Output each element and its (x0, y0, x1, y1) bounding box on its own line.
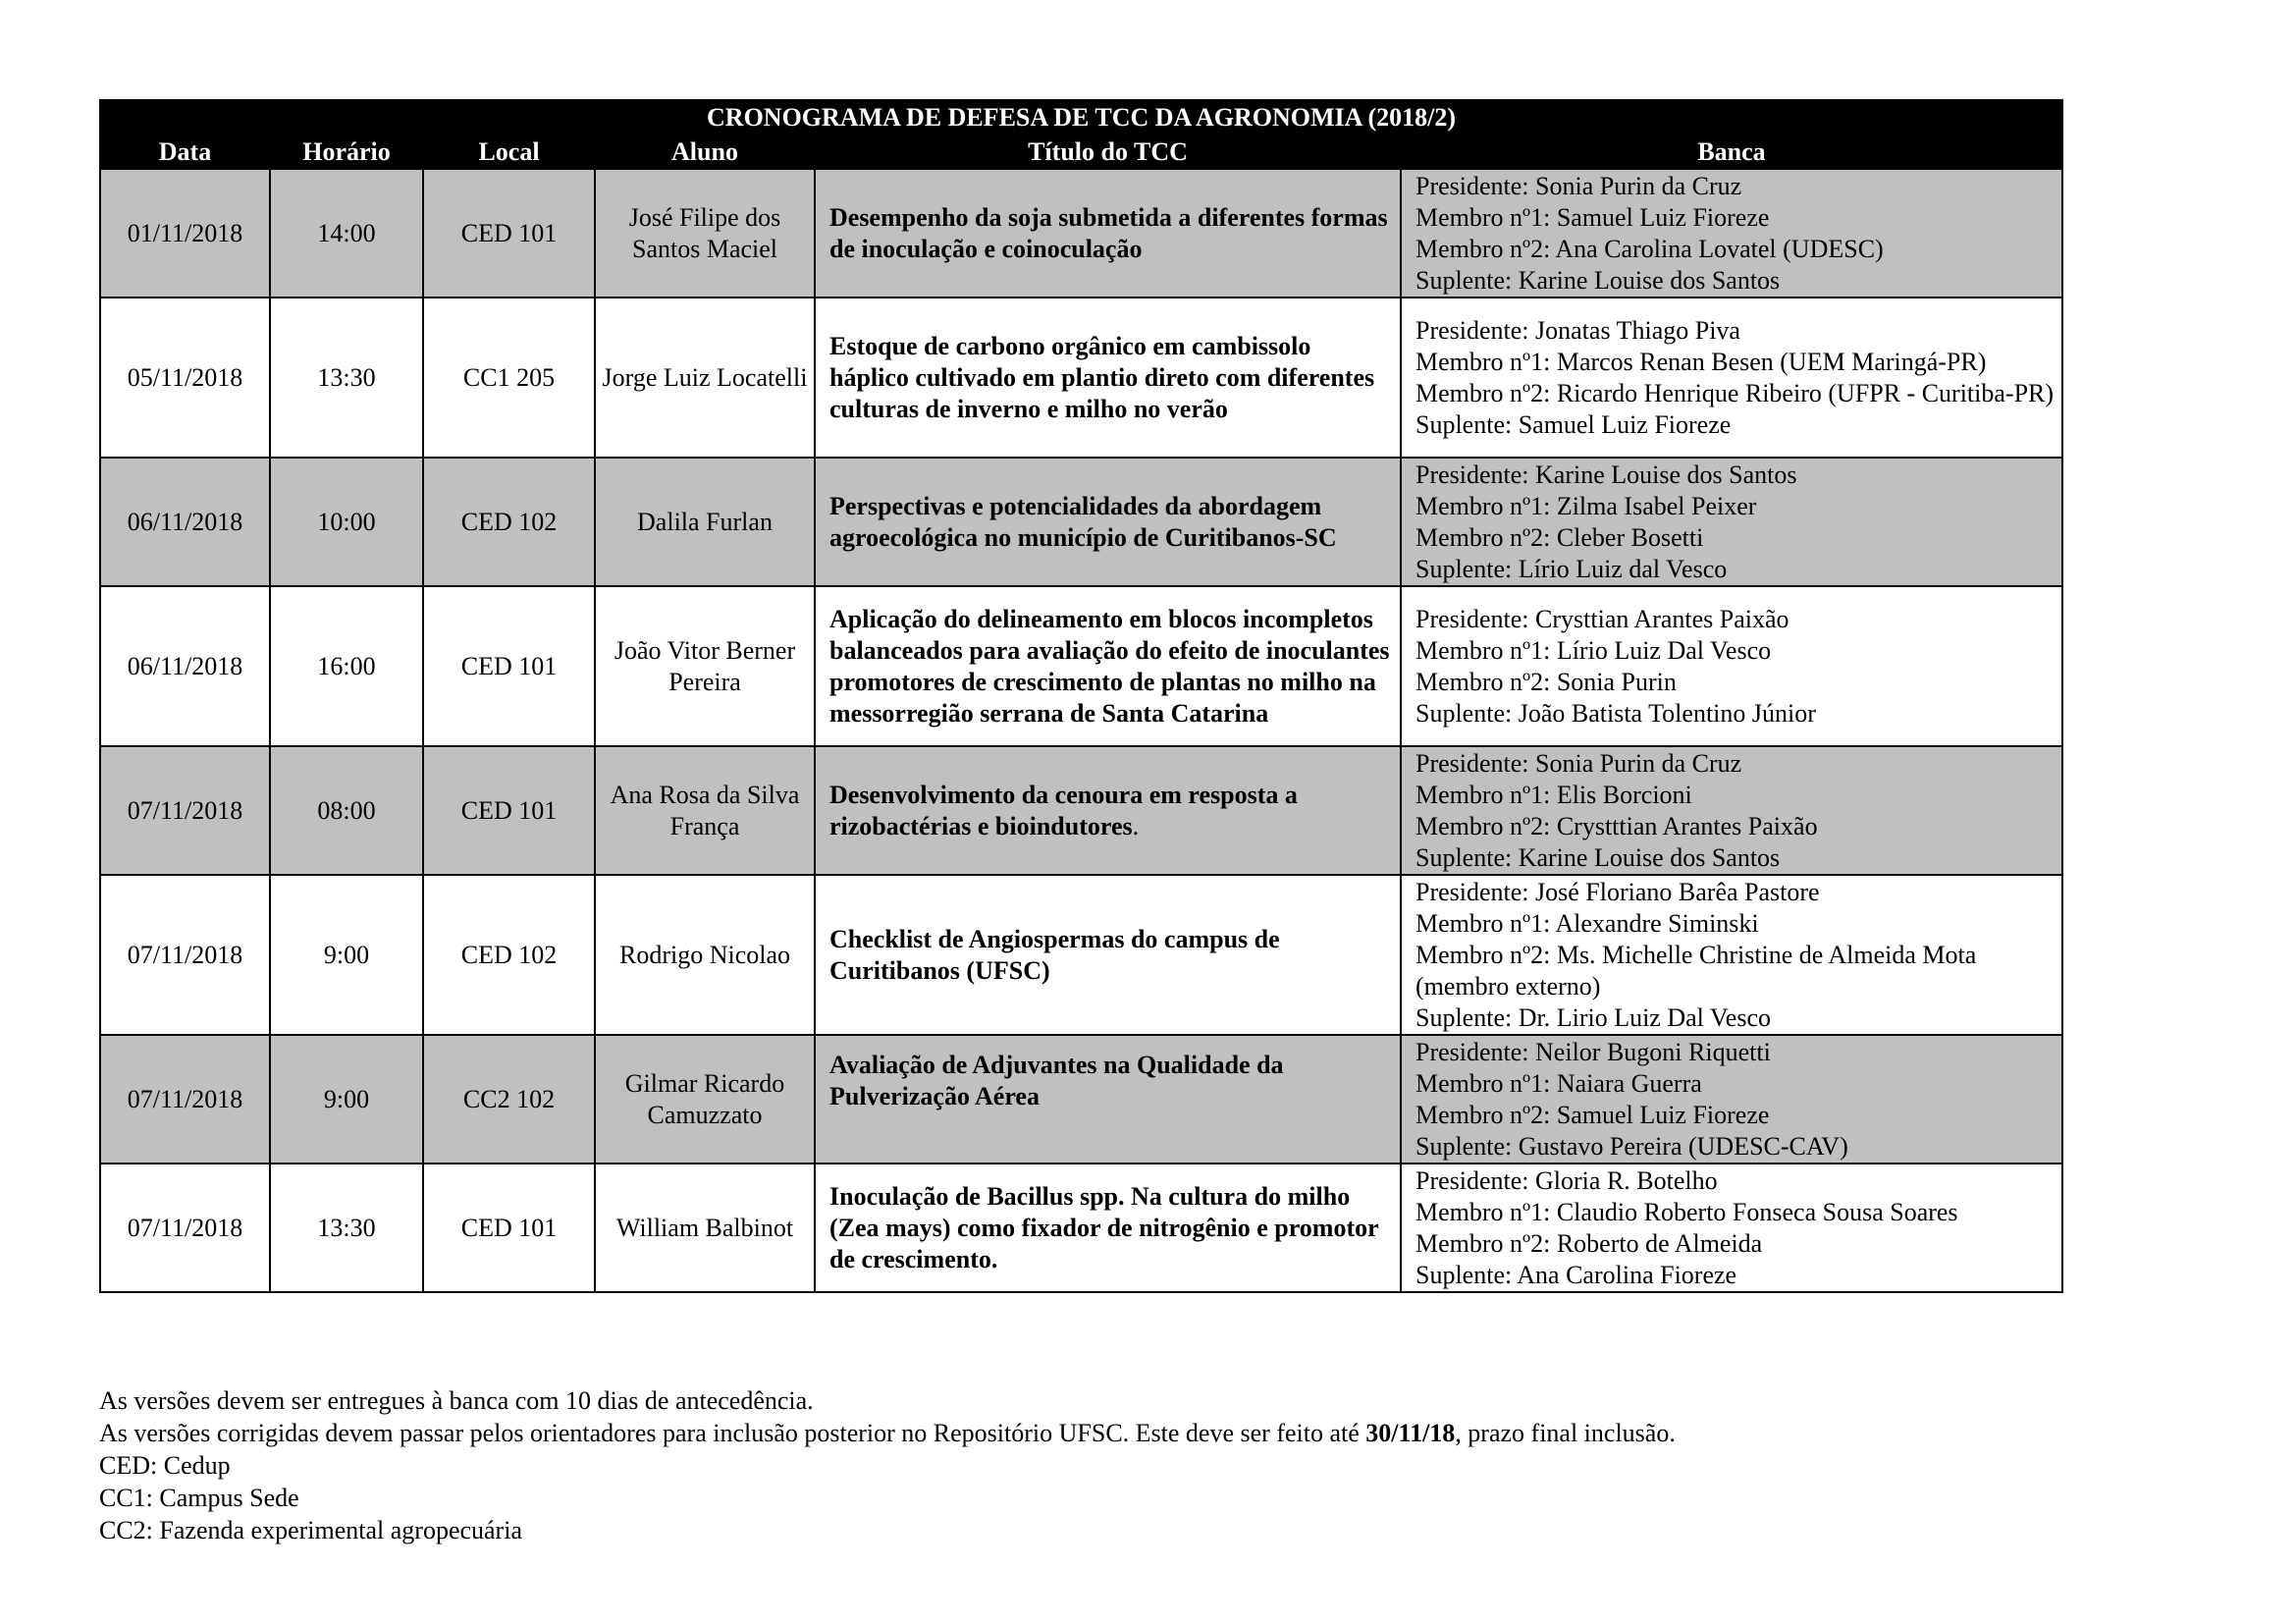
cell-titulo: Perspectivas e potencialidades da abordagem agroecológica no município de Curitibanos-SC (815, 458, 1401, 586)
cell-titulo (815, 746, 1401, 875)
cell-data: 05/11/2018 (100, 298, 270, 458)
cell-titulo: Aplicação do delineamento em blocos incompletos balanceados para avaliação do efeito de inoculantes promotores de crescimento de plantas no milho na messorregião serrana de Santa Catarina (815, 586, 1401, 746)
cell-banca (1401, 746, 2062, 875)
cell-horario: 13:30 (270, 1164, 423, 1292)
banca-suplente: Suplente: João Batista Tolentino Júnior (1415, 698, 1816, 728)
table-row (100, 746, 2062, 875)
table-row (100, 458, 2062, 586)
banca-membro-1: Membro nº1: Elis Borcioni (1415, 780, 1692, 809)
titulo-text: Desenvolvimento da cenoura em resposta a rizobactérias e bioindutores (829, 780, 1298, 840)
banca-membro-1: Membro nº1: Claudio Roberto Fonseca Sousa Soares (1415, 1197, 1958, 1226)
note-repository (99, 1417, 1676, 1449)
cell-data: 06/11/2018 (100, 458, 270, 586)
header-titulo: Título do TCC (815, 135, 1401, 169)
cell-data: 07/11/2018 (100, 875, 270, 1035)
cell-local: CC1 205 (423, 298, 595, 458)
table-row (100, 169, 2062, 298)
banca-presidente: Presidente: Karine Louise dos Santos (1415, 460, 1797, 489)
banca-presidente: Presidente: Crysttian Arantes Paixão (1415, 604, 1789, 633)
banca-presidente: Presidente: Gloria R. Botelho (1415, 1165, 1718, 1195)
cell-horario: 9:00 (270, 875, 423, 1035)
cell-data: 07/11/2018 (100, 1164, 270, 1292)
note-cc2: CC2: Fazenda experimental agropecuária (99, 1516, 522, 1544)
cell-data: 06/11/2018 (100, 586, 270, 746)
banca-presidente: Presidente: Neilor Bugoni Riquetti (1415, 1037, 1771, 1066)
cell-banca (1401, 458, 2062, 586)
banca-membro-2: Membro nº2: Samuel Luiz Fioreze (1415, 1100, 1770, 1129)
banca-membro-2: Membro nº2: Crystttian Arantes Paixão (1415, 811, 1818, 840)
banca-suplente: Suplente: Samuel Luiz Fioreze (1415, 409, 1732, 439)
banca-presidente: Presidente: Sonia Purin da Cruz (1415, 171, 1742, 200)
cell-data: 07/11/2018 (100, 1035, 270, 1164)
cell-banca (1401, 1164, 2062, 1292)
note-repository-date: 30/11/18 (1365, 1419, 1456, 1447)
cell-banca (1401, 298, 2062, 458)
banca-presidente: Presidente: José Floriano Barêa Pastore (1415, 877, 1820, 906)
cell-titulo: Inoculação de Bacillus spp. Na cultura do milho (Zea mays) como fixador de nitrogênio e promotor de crescimento. (815, 1164, 1401, 1292)
cell-banca (1401, 169, 2062, 298)
footnotes (99, 1384, 1676, 1546)
note-repository-text: As versões corrigidas devem passar pelos orientadores para inclusão posterior no Repositório UFSC. Este deve ser feito até (99, 1419, 1366, 1447)
table-row (100, 298, 2062, 458)
cell-aluno: William Balbinot (595, 1164, 815, 1292)
banca-suplente: Suplente: Karine Louise dos Santos (1415, 265, 1781, 295)
header-horario: Horário (270, 135, 423, 169)
banca-membro-1: Membro nº1: Marcos Renan Besen (UEM Maringá-PR) (1415, 347, 1987, 376)
cell-aluno: Dalila Furlan (595, 458, 815, 586)
banca-membro-1: Membro nº1: Zilma Isabel Peixer (1415, 491, 1757, 520)
cell-horario: 10:00 (270, 458, 423, 586)
banca-membro-2: Membro nº2: Ricardo Henrique Ribeiro (UFPR - Curitiba-PR) (1415, 378, 2055, 407)
cell-titulo: Estoque de carbono orgânico em cambissolo háplico cultivado em plantio direto com diferentes culturas de inverno e milho no verão (815, 298, 1401, 458)
cell-horario: 08:00 (270, 746, 423, 875)
cell-data: 01/11/2018 (100, 169, 270, 298)
cell-banca (1401, 1035, 2062, 1164)
table-row (100, 1035, 2062, 1164)
cell-aluno: Jorge Luiz Locatelli (595, 298, 815, 458)
cell-titulo: Desempenho da soja submetida a diferentes formas de inoculação e coinoculação (815, 169, 1401, 298)
cell-horario: 14:00 (270, 169, 423, 298)
cell-data: 07/11/2018 (100, 746, 270, 875)
header-local: Local (423, 135, 595, 169)
cell-local: CED 101 (423, 586, 595, 746)
banca-membro-2: Membro nº2: Ana Carolina Lovatel (UDESC) (1415, 234, 1884, 263)
banca-membro-1: Membro nº1: Lírio Luiz Dal Vesco (1415, 635, 1772, 665)
cell-banca (1401, 875, 2062, 1035)
note-ced: CED: Cedup (99, 1451, 231, 1480)
cell-local: CED 102 (423, 875, 595, 1035)
banca-membro-2: Membro nº2: Cleber Bosetti (1415, 522, 1704, 552)
cell-local: CED 102 (423, 458, 595, 586)
titulo-suffix: . (1132, 811, 1140, 840)
cell-titulo: Checklist de Angiospermas do campus de Curitibanos (UFSC) (815, 875, 1401, 1035)
header-aluno: Aluno (595, 135, 815, 169)
table-row (100, 1164, 2062, 1292)
cell-aluno: João Vitor Berner Pereira (595, 586, 815, 746)
banca-membro-1: Membro nº1: Naiara Guerra (1415, 1068, 1702, 1098)
note-cc1: CC1: Campus Sede (99, 1484, 299, 1512)
banca-suplente: Suplente: Dr. Lirio Luiz Dal Vesco (1415, 1002, 1772, 1032)
banca-suplente: Suplente: Karine Louise dos Santos (1415, 842, 1781, 872)
banca-suplente: Suplente: Lírio Luiz dal Vesco (1415, 554, 1728, 583)
cell-local: CED 101 (423, 746, 595, 875)
cell-aluno: Gilmar Ricardo Camuzzato (595, 1035, 815, 1164)
schedule-table (99, 99, 2063, 1293)
cell-local: CED 101 (423, 169, 595, 298)
note-deadline: As versões devem ser entregues à banca com 10 dias de antecedência. (99, 1386, 814, 1415)
banca-suplente: Suplente: Gustavo Pereira (UDESC-CAV) (1415, 1131, 1848, 1161)
cell-aluno: Rodrigo Nicolao (595, 875, 815, 1035)
banca-membro-2: Membro nº2: Roberto de Almeida (1415, 1228, 1763, 1258)
banca-suplente: Suplente: Ana Carolina Fioreze (1415, 1260, 1737, 1289)
cell-banca (1401, 586, 2062, 746)
banca-membro-1: Membro nº1: Alexandre Siminski (1415, 908, 1759, 938)
note-repository-suffix: , prazo final inclusão. (1455, 1419, 1676, 1447)
cell-local: CC2 102 (423, 1035, 595, 1164)
banca-presidente: Presidente: Sonia Purin da Cruz (1415, 748, 1742, 778)
cell-horario: 13:30 (270, 298, 423, 458)
header-data: Data (100, 135, 270, 169)
table-row (100, 875, 2062, 1035)
cell-titulo: Avaliação de Adjuvantes na Qualidade da Pulverização Aérea (815, 1035, 1401, 1164)
cell-aluno: José Filipe dos Santos Maciel (595, 169, 815, 298)
table-row (100, 586, 2062, 746)
cell-horario: 16:00 (270, 586, 423, 746)
banca-membro-1: Membro nº1: Samuel Luiz Fioreze (1415, 202, 1770, 232)
table-title: CRONOGRAMA DE DEFESA DE TCC DA AGRONOMIA (2018/2) (100, 100, 2062, 135)
cell-local: CED 101 (423, 1164, 595, 1292)
banca-membro-2: Membro nº2: Ms. Michelle Christine de Almeida Mota (membro externo) (1415, 940, 1977, 1001)
cell-aluno: Ana Rosa da Silva França (595, 746, 815, 875)
banca-presidente: Presidente: Jonatas Thiago Piva (1415, 315, 1740, 345)
cell-horario: 9:00 (270, 1035, 423, 1164)
header-banca: Banca (1401, 135, 2062, 169)
banca-membro-2: Membro nº2: Sonia Purin (1415, 667, 1677, 696)
